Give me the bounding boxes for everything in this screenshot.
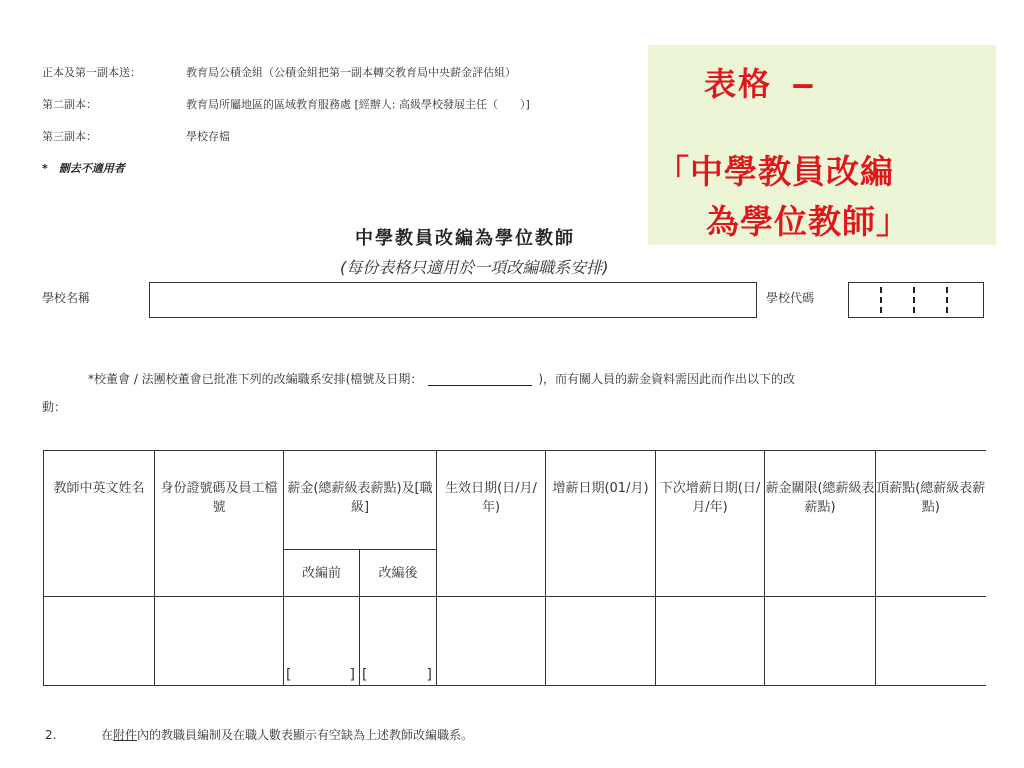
approval-text-continued: 動： — [42, 400, 67, 414]
item-2-text-before: 在 — [101, 728, 114, 742]
item-2-text-after: 內的教職員編制及在職人數表顯示有空缺為上述教師改編職系。 — [137, 728, 474, 742]
distribution-value-3: 學校存檔 — [186, 130, 230, 143]
distribution-label-2: 第二副本： — [42, 98, 97, 111]
rank-bracket — [362, 667, 432, 683]
header-max-point: 頂薪點(總薪級表薪點) — [876, 451, 986, 597]
distribution-label-1: 正本及第一副本送： — [42, 66, 141, 79]
approval-text-after: )，而有關人員的薪金資料需因此而作出以下的改 — [538, 372, 796, 386]
form-banner — [648, 45, 996, 245]
cell-increment-date[interactable] — [546, 597, 656, 686]
header-id-number: 身份證號碼及員工檔號 — [155, 451, 284, 597]
cell-salary-bar[interactable] — [765, 597, 876, 686]
distribution-value-2: 教育局所屬地區的區域教育服務處 [經辦人: 高級學校發展主任（ ）] — [186, 98, 530, 111]
cell-next-increment-date[interactable] — [656, 597, 765, 686]
banner-line-1: 表格 – — [704, 65, 815, 103]
rank-bracket — [286, 667, 355, 683]
header-next-increment-date: 下次增薪日期(日/月/年) — [656, 451, 765, 597]
salary-table — [43, 450, 986, 686]
file-ref-blank[interactable] — [428, 373, 532, 386]
banner-line-2: 「中學教員改編 — [656, 152, 894, 191]
item-2-number: 2. — [45, 728, 57, 742]
footnote: * 刪去不適用者 — [42, 162, 125, 175]
header-salary: 薪金(總薪級表薪點)及[職級] — [284, 451, 437, 550]
cell-salary-before[interactable] — [284, 597, 360, 686]
code-divider — [880, 287, 882, 313]
header-increment-date: 增薪日期(01/月) — [546, 451, 656, 597]
code-divider — [913, 287, 915, 313]
approval-text-before: *校董會 / 法團校董會已批准下列的改編職系安排(檔號及日期： — [88, 372, 423, 386]
cell-id-number[interactable] — [155, 597, 284, 686]
document-subtitle: (每份表格只適用於一項改編職系安排) — [340, 258, 609, 277]
school-name-label: 學校名稱 — [42, 291, 91, 305]
approval-statement — [88, 370, 795, 387]
header-salary-after: 改編後 — [360, 550, 437, 597]
distribution-label-3: 第三副本： — [42, 130, 97, 143]
header-salary-bar: 薪金關限(總薪級表薪點) — [765, 451, 876, 597]
cell-teacher-name[interactable] — [44, 597, 155, 686]
cell-salary-after[interactable] — [360, 597, 437, 686]
header-salary-before: 改編前 — [284, 550, 360, 597]
school-code-field[interactable] — [848, 282, 984, 318]
banner-line-3: 為學位教師」 — [706, 202, 910, 241]
school-code-label: 學校代碼 — [766, 291, 815, 305]
cell-max-point[interactable] — [876, 597, 986, 686]
item-2 — [45, 726, 473, 743]
cell-effective-date[interactable] — [437, 597, 546, 686]
header-teacher-name: 教師中英文姓名 — [44, 451, 155, 597]
code-divider — [946, 287, 948, 313]
header-effective-date: 生效日期(日/月/年) — [437, 451, 546, 597]
distribution-value-1: 教育局公積金組（公積金組把第一副本轉交教育局中央薪金評估組） — [186, 66, 516, 79]
document-title: 中學教員改編為學位教師 — [355, 228, 575, 249]
school-name-field[interactable] — [149, 282, 757, 318]
attachment-link[interactable]: 附件 — [113, 728, 138, 742]
